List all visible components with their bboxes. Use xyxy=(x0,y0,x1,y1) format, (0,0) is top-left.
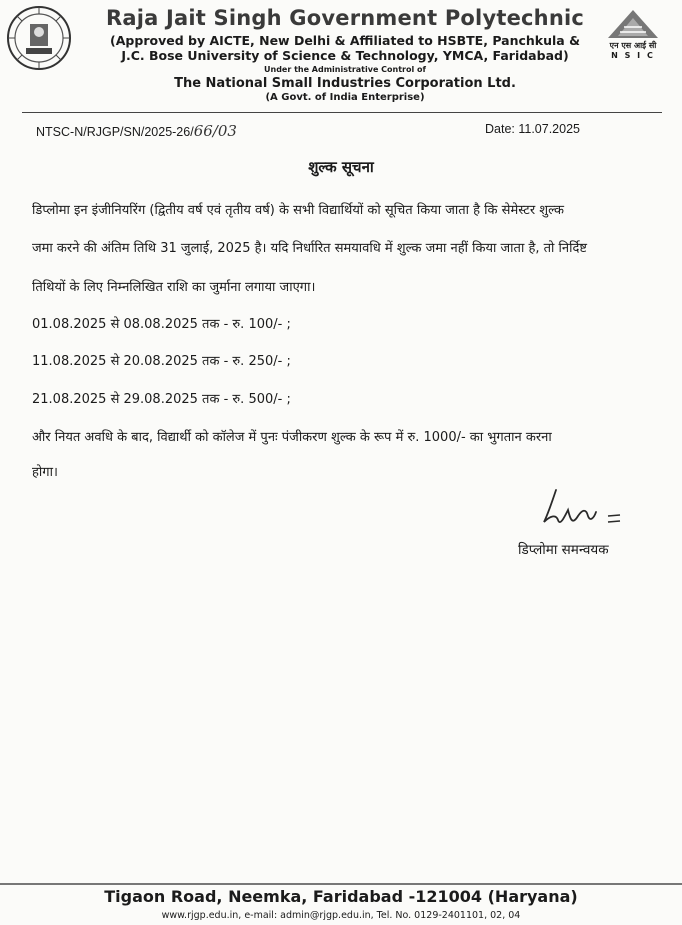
body-line-1: डिप्लोमा इन इंजीनियरिंग (द्वितीय वर्ष एवं तृतीय वर्ष) के सभी विद्यार्थियों को सूचित किया जाता है कि सेमेस्टर शुल्क xyxy=(32,203,564,218)
institute-name: Raja Jait Singh Government Polytechnic xyxy=(105,6,585,30)
footer-divider xyxy=(0,883,682,885)
nsic-hindi-text: एन एस आई सी xyxy=(609,41,657,50)
fine-row-1: 01.08.2025 से 08.08.2025 तक - रु. 100/- ; xyxy=(32,317,291,332)
signatory-title: डिप्लोमा समन्वयक xyxy=(518,542,609,558)
closing-line-2: होगा। xyxy=(32,465,58,480)
nsic-logo xyxy=(596,8,670,58)
notice-date: Date: 11.07.2025 xyxy=(485,122,580,136)
notice-title: शुल्क सूचना xyxy=(308,158,374,176)
closing-line-1: और नियत अवधि के बाद, विद्यार्थी को कॉलेज में पुनः पंजीकरण शुल्क के रूप में रु. 1000/- का भुगतान करना xyxy=(32,430,552,445)
reference-number xyxy=(36,122,237,140)
body-line-3: तिथियों के लिए निम्नलिखित राशि का जुर्माना लगाया जाएगा। xyxy=(32,280,316,295)
header-divider xyxy=(22,112,662,113)
reference-number-printed: NTSC-N/RJGP/SN/2025-26/ xyxy=(36,125,194,139)
reference-number-handwritten: 66/03 xyxy=(193,122,237,140)
fine-row-2: 11.08.2025 से 20.08.2025 तक - रु. 250/- ; xyxy=(32,354,291,369)
approval-line-2: J.C. Bose University of Science & Technology, YMCA, Faridabad) xyxy=(121,48,569,63)
corporation-name: The National Small Industries Corporation Ltd. xyxy=(174,76,516,91)
body-line-2: जमा करने की अंतिम तिथि 31 जुलाई, 2025 है। यदि निर्धारित समयावधि में शुल्क जमा नहीं किया जाता है, तो निर्दिष्ट xyxy=(32,241,587,256)
fine-row-3: 21.08.2025 से 29.08.2025 तक - रु. 500/- ; xyxy=(32,392,291,407)
approval-line-1: (Approved by AICTE, New Delhi & Affiliated to HSBTE, Panchkula & xyxy=(110,33,580,48)
nsic-triangle-icon xyxy=(596,8,670,40)
handwritten-signature xyxy=(538,488,628,538)
admin-control-text: Under the Administrative Control of xyxy=(264,65,426,74)
footer-contact: www.rjgp.edu.in, e-mail: admin@rjgp.edu.in, Tel. No. 0129-2401101, 02, 04 xyxy=(161,910,521,921)
footer-address: Tigaon Road, Neemka, Faridabad -121004 (Haryana) xyxy=(104,887,578,906)
nsic-english-text: N S I C xyxy=(611,51,655,60)
enterprise-text: (A Govt. of India Enterprise) xyxy=(265,92,425,103)
